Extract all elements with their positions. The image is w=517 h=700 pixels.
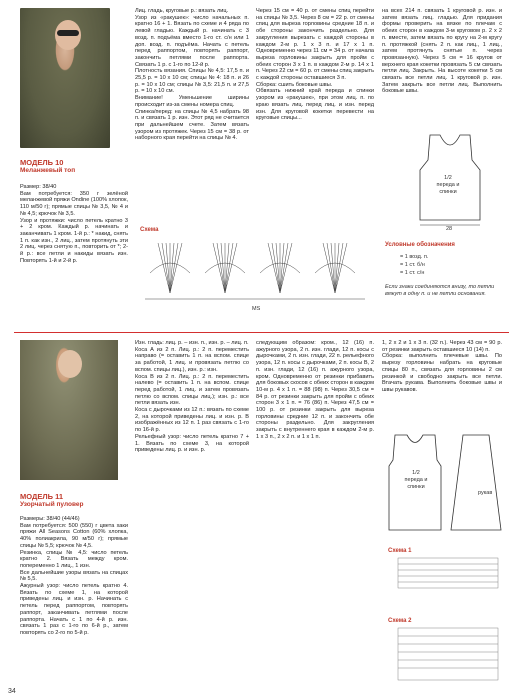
- sunglasses-icon: [57, 30, 79, 36]
- legend-note: Если знаки соединяются внизу, то петли вяжут в одну п. и не петли основания.: [385, 284, 495, 297]
- page-number: 34: [8, 688, 16, 695]
- legend-item-sc: = 1 ст. б/н: [400, 262, 425, 268]
- model-10-col2: Лиц. гладь, круговые р.: вязать лиц. Узор из «ракушек»: число начальных п. кратно 16 + 1. Вязать по схеме и 4 ряда по левой гладью. Каждый р. начинать с 3 возд. п. подъёма вместо 1-го ст. с/н или 1 доп. возд. п. подъёма. Начать с петель перед раппортом, повторять раппорт, закончить петлями после раппорта. Связать 1 р. с 1-го по 12-й р. Плотность вязания. Спицы № 4,5: 17,5 п. и 25,5 р. = 10 х 10 см; спицы № 4: 18 п. и 26 р. = 10 х 10 см; спицы № 3,5: 21,5 п. и 27,5 р. = 10 х 10 см. Внимание! Уменьшение ширины происходит из-за смены номера спиц. Спинка/перед: на спицы № 4,5 набрать 98 п. и связать 1 р. изн. Этот ряд не считается при дальнейшем счете. Затем вязать узором из протяжек. Через 15 см = 38 р. от наборного края перейти на спицы № 4.: [135, 8, 249, 142]
- section-divider: [14, 332, 509, 333]
- sleeve-label: рукав: [478, 490, 493, 496]
- model-10-col3: Через 15 см = 40 р. от смены спиц перейти на спицы № 3,5. Через 8 см = 22 р. от смены спиц для выреза горловины средние 18 п. и обе стороны закончить раздельно. Для закругления вырезать с каждой стороны в каждом 2-м р. 1 х 3 п. и 17 х 1 п. Одновременно через 11 см = 34 р. от начала выреза горловины закрыть для пройм с обеих сторон 3 х 1 п. в каждом 2-м р. 14 х 1 п. Через 22 см = 60 р. от смены спиц закрыть с каждой стороны оставшиеся 3 п. Сборка: сшить боковые швы. Обвязать нижний край переда и спинки узором из «ракушек», при этом лиц. п. по краю вязать лиц. перед лиц. и изн. перед изн. Для круговой кокетки перевести на круговые спицы...: [256, 8, 374, 122]
- model-11-subtitle: Узорчатый пуловер: [20, 501, 84, 508]
- model-11-title: МОДЕЛЬ 11: [20, 492, 63, 501]
- model-10-title: МОДЕЛЬ 10: [20, 158, 64, 167]
- model-10-subtitle: Меланжевый топ: [20, 167, 76, 174]
- model-11-head: [58, 350, 82, 378]
- schema-2-grid: [388, 626, 506, 686]
- pullover-label: 1/2 переда и спинки: [404, 470, 428, 490]
- schema-1-grid: [388, 556, 506, 596]
- top-diagram-bottom: 28: [446, 226, 453, 232]
- model-11-col3: следующим образом: кром., 12 (16) п. ажурного узора, 2 п. изн. глади, 12 п. косы с дырочками, 2 п. изн. глади, 22 п. рельефного узора, 12 п. косы с дырочками, 2 п. косы В, 2 п. изн. глади, 12 (16) п. ажурного узора, кром. Одновременно от резинки прибавить для боковых скосов с обеих сторон в каждом 10-м р. 4 х 1 п. = 88 (98) п. Через 30,5 см = 84 р. от резинки закрыть для пройм с обеих сторон 3 х 1 п. = 76 (86) п. Через 47,5 см = 100 р. от резинки закрыть для выреза горловины средние 12 п. и закончить обе стороны раздельно. Для закругления закрыть с внутреннего края в каждом 2-м р. 1 х 3 п., 2 х 2 п. и 1 х 1 п.: [256, 340, 374, 440]
- legend-title: Условные обозначения: [385, 242, 455, 248]
- schema-1-label: Схема 1: [388, 548, 412, 554]
- ms-label: MS: [252, 306, 261, 312]
- model-11-col4: 1, 2 х 2 и 1 х 3 п. (32 п.). Через 43 см = 90 р. от резинки закрыть оставшиеся 10 (14) п. Сборка: выполнить плечевые швы. По вырезу горловины набрать на круговые спицы 80 п., связать для горловины 2 см резинкой и свободно закрыть все петли. Втачать рукава. Выполнить боковые швы и швы рукавов.: [382, 340, 502, 393]
- model-10-body: Размер: 38/40 Вам потребуется: 350 г зелёной меланжевой пряжи Ondine (100% хлопок, 110 м/50 г); прямые спицы № 3,5, № 4 и № 4,5; крючок № 3,5. Узор и протяжки: число петель кратно 3 + 2 кром. Каждый р. начинать и заканчивать 1 кром. 1-й р.: * накид, снять 1 п. как изн., 2 лиц., затем протянуть эти 2 лиц. через снятую п., повторить от *; 2-й р.: все петли и накиды вязать изн. Повторять 1-й и 2-й р.: [20, 184, 129, 264]
- model-11-body: Размеры: 38/40 (44/46) Вам потребуется: 500 (550) г цвета хаки пряжи All Seasons Cotton (60% хлопка, 40% полиакрила, 90 м/50 г); прямые спицы № 5,5; крючок № 4,5. Резинка, спицы № 4,5: число петель кратно 2. Вязать между кром. попеременно 1 лиц., 1 изн. Все дальнейшие узоры вязать на спицах № 5,5. Ажурный узор: число петель кратно 4. Вязать по схеме 1, на которой приведены лиц. и изн. р. Начинать с петель перед раппортом, повторять раппорт, заканчивать петлями после раппорта. Начать с 1 по 4-й р. изн. связать 1 раз с 1-го по 6-й р., затем повторять со 2-го по 5-й р.: [20, 516, 128, 636]
- schema-2-label: Схема 2: [388, 618, 412, 624]
- legend-item-dc: = 1 ст. с/н: [400, 270, 425, 276]
- top-diagram-label: 1/2 переда и спинки: [436, 175, 460, 195]
- model-11-col2: Изн. гладь: лиц. р. – изн. п., изн. р. – лиц. п. Коса А из 2 п. Лиц. р.: 2 п. переместить направо (= оставить 1 п. на вспом. спице за работой, 1 лиц. и провязать петлю со вспом. спицы лиц.), изн. р.: изн. Коса В из 2 п. Лиц. р.: 2 п. переместить налево (= оставить 1 п. на вспом. спице перед работой, 1 лиц. и затем провязать петлю со вспом. спицы лиц.); изн. р.: все петли вязать изн. Коса с дырочками из 12 п.: вязать по схеме 2, на которой приведены лиц. и изн. р. В изображённых из 12 п. 1 раз связать с 1-го по 16-й р. Рельефный узор: число петель кратно 7 + 1. Вязать по схеме 3, на которой приведены лиц. р. и изн. р.: [135, 340, 249, 454]
- legend-item-chain: = 1 возд. п.: [400, 254, 429, 260]
- model-10-col4: на всех 214 п. связать 1 круговой р. изн. и затем вязать лиц. гладью. Для придания формы проверить на вязке по плечам с обеих сторон в каждом 3-м круговом р. 2 х 2 п. вместе, затем вязать по кругу на 2-м кругу п. протяжкой (снять 2 п. как лиц., 1 лиц., затем протянуть снятые п. через провязанную). Через 5 см = 16 кругов от верхнего края кокетки провязать 5 см связать петли лиц. Закрыть. На высоте кокетки 5 см связать все петли лиц. 1 круговой р. изн. Затем закрыть все петли лиц. Выполнить боковые швы.: [382, 8, 502, 95]
- schema-label: Схема: [140, 227, 159, 233]
- shell-schema: [140, 233, 370, 308]
